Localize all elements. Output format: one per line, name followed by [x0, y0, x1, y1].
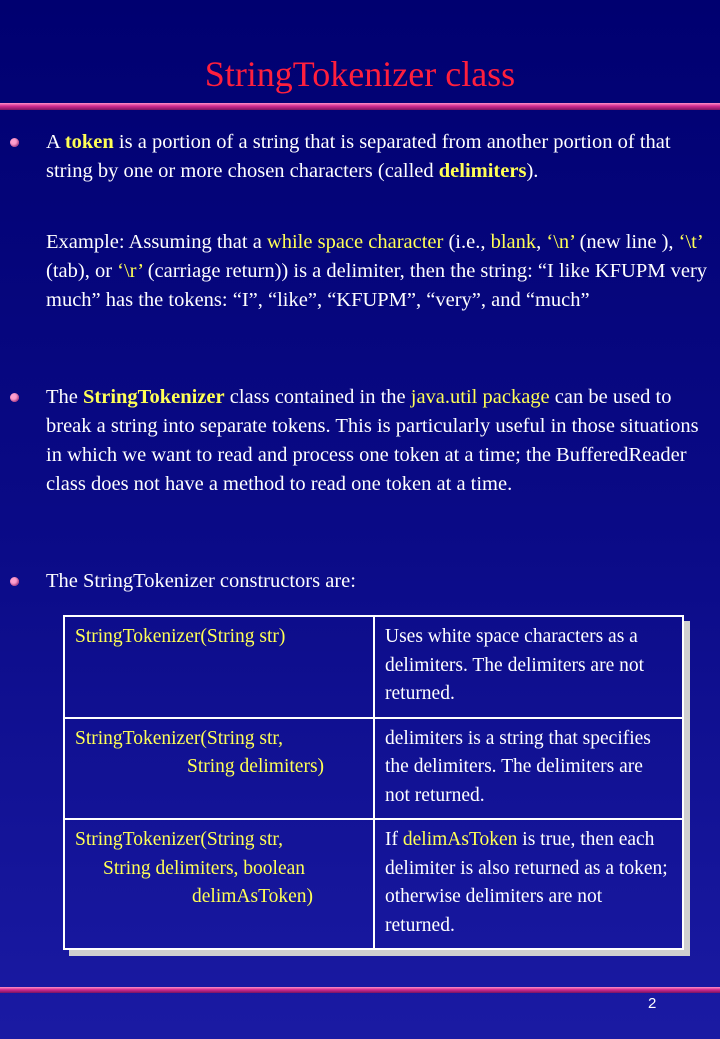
- term-white-space: while space character: [266, 231, 444, 253]
- bullet-icon: [10, 138, 19, 147]
- table-row: [64, 819, 683, 949]
- constructor-description: delimiters is a string that specifies the delimiters. The delimiters are not returned.: [374, 718, 683, 820]
- page-number: 2: [648, 995, 657, 1012]
- term-newline: ‘\n’: [546, 231, 575, 253]
- term-delimiters: delimiters: [438, 160, 527, 182]
- paragraph-constructors: The StringTokenizer constructors are:: [46, 567, 714, 596]
- constructor-description: Uses white space characters as a delimiters. The delimiters are not returned.: [374, 616, 683, 718]
- footer-divider: [0, 987, 720, 993]
- paragraph-token-definition: A token is a portion of a string that is separated from another portion of that string by one or more chosen characters (called delimiters).: [46, 128, 714, 186]
- term-java-util: java.util package: [410, 386, 550, 408]
- slide-title: StringTokenizer class: [204, 54, 516, 94]
- paragraph-stringtokenizer: The StringTokenizer class contained in the java.util package can be used to break a string into separate tokens. This is particularly useful in those situations in which we want to read and process one token at a time; the BufferedReader class does not have a method to read one token at a time.: [46, 383, 714, 499]
- bullet-icon: [10, 577, 19, 586]
- term-token: token: [64, 131, 114, 153]
- paragraph-example: Example: Assuming that a while space character (i.e., blank, ‘\n’ (new line ), ‘\t’ (tab), or ‘\r’ (carriage return)) is a delimiter, then the string: “I like KFUPM very much” has the tokens: “I”, “like”, “KFUPM”, “very”, and “much”: [46, 231, 708, 311]
- term-carriage-return: ‘\r’: [117, 260, 143, 282]
- constructor-signature: StringTokenizer(String str, String delimiters): [64, 718, 374, 820]
- term-stringtokenizer: StringTokenizer: [83, 386, 225, 408]
- constructor-signature: StringTokenizer(String str): [64, 616, 374, 718]
- table-row: [64, 718, 683, 820]
- table-row: [64, 616, 683, 718]
- constructors-table: [63, 615, 684, 950]
- bullet-icon: [10, 393, 19, 402]
- constructor-description: If delimAsToken is true, then each delimiter is also returned as a token; otherwise delimiters are not returned.: [374, 819, 683, 949]
- term-delimastoken: delimAsToken: [402, 829, 518, 850]
- title-divider: [0, 103, 720, 110]
- term-tab: ‘\t’: [678, 231, 703, 253]
- constructor-signature: StringTokenizer(String str, String delimiters, boolean delimAsToken): [64, 819, 374, 949]
- term-blank: blank: [490, 231, 537, 253]
